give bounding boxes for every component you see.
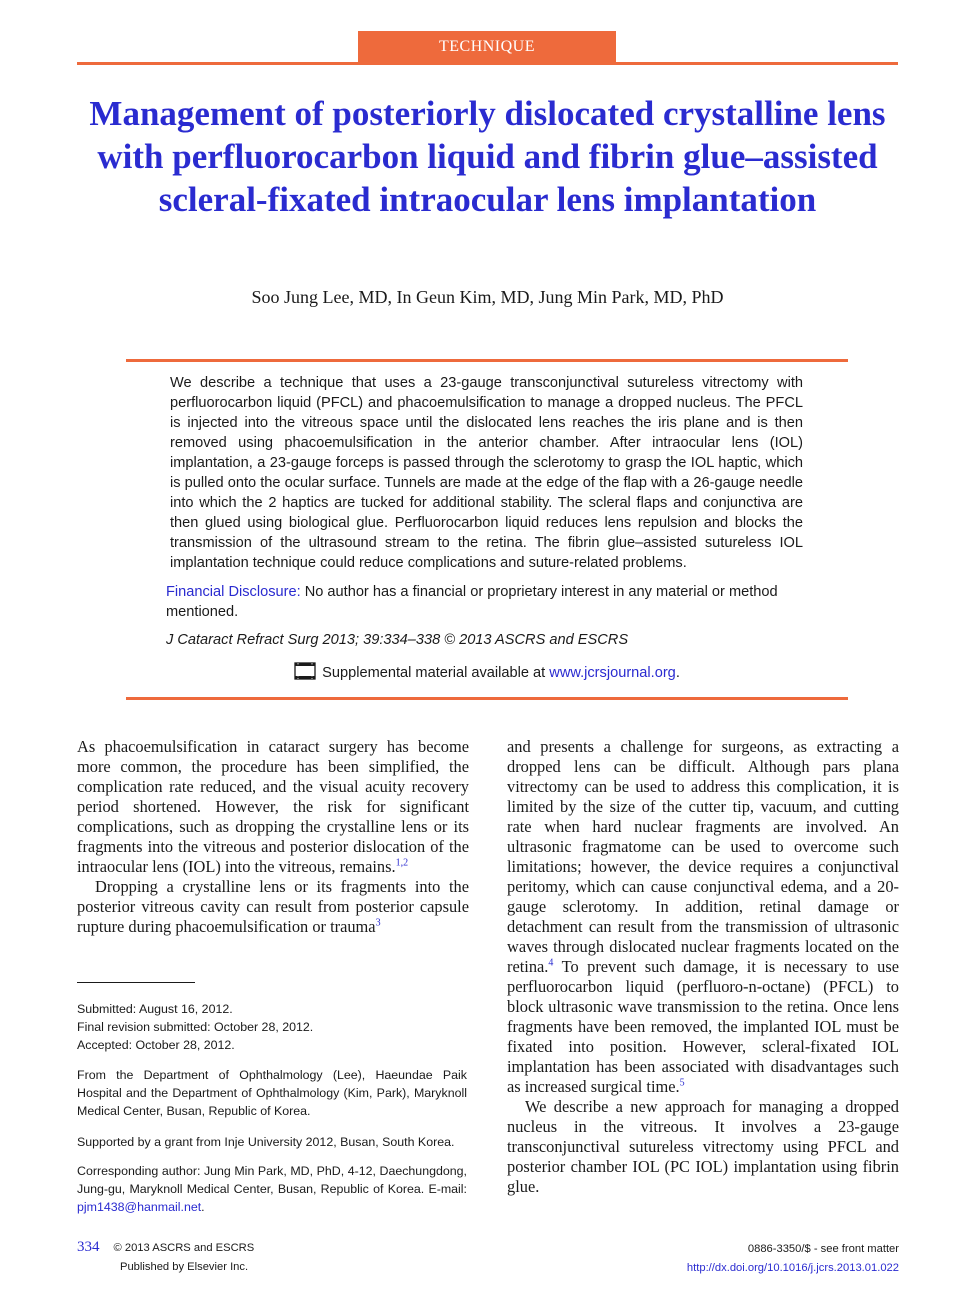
doi-link[interactable]: http://dx.doi.org/10.1016/j.jcrs.2013.01.022 (686, 1262, 899, 1274)
supplemental-video-icon (294, 662, 316, 684)
footer-copyright: © 2013 ASCRS and ESCRS (113, 1242, 255, 1254)
body-paragraph: We describe a new approach for managing a dropped nucleus in the vitreous. It involves a 23-gauge transconjunctival sutureless vitrectomy using PFCL and posterior chamber IOL (PC IOL) implantation using fibrin glue. (507, 1097, 899, 1196)
body-column-right (507, 737, 899, 1197)
supplemental-material (166, 662, 808, 684)
footer-issn: 0886-3350/$ - see front matter (747, 1243, 899, 1255)
article-title: Management of posteriorly dislocated crystalline lens with perfluorocarbon liquid and fibrin glue–assisted scleral-fixated intraocular lens implantation (89, 94, 886, 219)
abstract-top-rule (126, 359, 848, 362)
footnote-rule (77, 982, 195, 983)
footnote-support: Supported by a grant from Inje University 2012, Busan, South Korea. (77, 1135, 455, 1149)
section-tag: TECHNIQUE (358, 31, 616, 63)
footer-right (560, 1240, 899, 1278)
reference-link[interactable]: 1,2 (395, 857, 409, 869)
body-paragraph: and presents a challenge for surgeons, as extracting a dropped lens can be difficult. Although pars plana vitrectomy can be used to address this complication, it is limited by the size of the cutter tip, vacuum, and cutting rate when hard nuclear fragments are involved. An ultrasonic fragmatome can be used to overcome such limitations; however, the device requires a conjunctival peritomy, which can cause conjunctival edema, and a 20-gauge sclerotomy. In addition, retinal damage or detachment can result from the transmission of ultrasonic waves through dislocated nuclear fragments located on the retina.$^4$ To prevent such damage, it is necessary to use perfluorocarbon liquid (perfluoro-n-octane) (PFCL) to block ultrasonic wave transmission to the retina. Once lens fragments have been removed, the implanted IOL must be fixated into position. However, scleral-fixated IOL implantation has been associated with disadvantages such as increased surgical time.$^5$ (507, 737, 899, 1096)
reference-link[interactable]: 4 (548, 957, 554, 969)
author-email-link[interactable]: pjm1438@hanmail.net (77, 1200, 202, 1214)
footnote-affiliation: From the Department of Ophthalmology (Lee), Haeundae Paik Hospital and the Department of Ophthalmology (Kim, Park), Maryknoll Medical Center, Busan, Republic of Korea. (77, 1068, 467, 1118)
footnote-dates (77, 1000, 467, 1054)
abstract-text: We describe a technique that uses a 23-gauge transconjunctival sutureless vitrectomy with perfluorocarbon liquid (PFCL) and phacoemulsification to manage a dropped nucleus. The PFCL is injected into the vitreous space until the dislocated lens reaches the iris plane and is then removed using phacoemulsification in the anterior chamber. After intraocular lens (IOL) implantation, a 23-gauge forceps is passed through the sclerotomy to grasp the IOL haptic, which is pulled onto the ocular surface. Tunnels are made at the edge of the flap with a 26-gauge needle into which the 2 haptics are tucked for additional stability. The scleral flaps and conjunctiva are then glued using biological glue. Perfluorocarbon liquid reduces lens repulsion and blocks the transmission of the ultrasound stream to the retina. The fibrin glue–assisted sutureless IOL implantation technique could reduce complications and suture-related problems. (170, 375, 803, 571)
footnote-corresponding: Corresponding author: Jung Min Park, MD, PhD, 4-12, Daechungdong, Jung-gu, Maryknoll Medical Center, Busan, Republic of Korea. E-mail: pjm1438@hanmail.net. (77, 1164, 467, 1214)
revision-date: Final revision submitted: October 28, 2012. (77, 1020, 314, 1034)
disclosure-text: No author has a financial or proprietary interest in any material or method mentioned. (166, 584, 778, 620)
financial-disclosure (166, 582, 808, 622)
submitted-date: Submitted: August 16, 2012. (77, 1002, 233, 1016)
supplemental-end: . (675, 665, 680, 681)
journal-citation: J Cataract Refract Surg 2013; 39:334–338 © 2013 ASCRS and ESCRS (166, 632, 629, 648)
article-authors: Soo Jung Lee, MD, In Geun Kim, MD, Jung Min Park, MD, PhD (251, 287, 724, 307)
accepted-date: Accepted: October 28, 2012. (77, 1038, 235, 1052)
footer-left (77, 1238, 377, 1277)
abstract-bottom-rule (126, 697, 848, 700)
supplemental-text: Supplemental material available at (322, 665, 546, 681)
reference-link[interactable]: 5 (679, 1077, 685, 1089)
footer-publisher: Published by Elsevier Inc. (120, 1261, 249, 1273)
header-rule (77, 62, 898, 65)
page-number: 334 (77, 1239, 100, 1255)
disclosure-label: Financial Disclosure: (166, 584, 301, 600)
journal-website-link[interactable]: www.jcrsjournal.org (549, 665, 676, 681)
body-paragraph: As phacoemulsification in cataract surgery has become more common, the procedure has been simplified, the complication rate reduced, and the visual acuity recovery period shortened. However, the risk for significant complications, such as dropping the crystalline lens or its fragments into the vitreous and posterior dislocation of the intraocular lens (IOL) into the vitreous, remains.$^{1,2}$ (77, 737, 469, 876)
reference-link[interactable]: 3 (375, 917, 381, 929)
body-column-left (77, 737, 469, 937)
body-paragraph: Dropping a crystalline lens or its fragments into the posterior vitreous cavity can result from posterior capsule rupture during phacoemulsification or trauma$^3$ (77, 877, 469, 936)
